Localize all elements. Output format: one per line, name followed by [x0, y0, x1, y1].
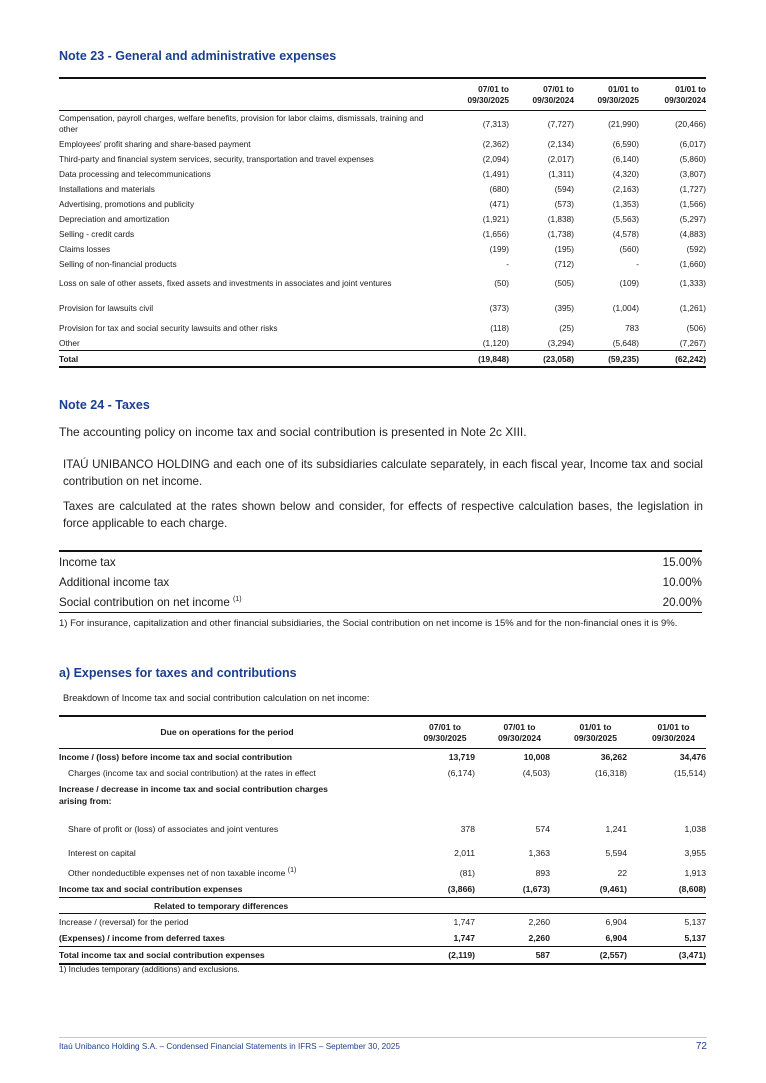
col-header: 07/01 to 09/30/2024 — [532, 83, 574, 105]
row-label: Third-party and financial system services, security, transportation and travel expenses — [59, 153, 374, 164]
col-header: 01/01 to 09/30/2025 — [573, 721, 617, 743]
col-header: 01/01 to 09/30/2024 — [664, 83, 706, 105]
row-value: (195) — [554, 243, 574, 254]
row-value: - — [506, 258, 509, 269]
row-value: (592) — [686, 243, 706, 254]
row-value: (395) — [554, 302, 574, 313]
row-value: (6,140) — [612, 153, 639, 164]
row-value: (199) — [489, 243, 509, 254]
row-label: Selling of non-financial products — [59, 258, 177, 269]
table-row — [59, 241, 706, 256]
note23-header-row — [59, 78, 706, 111]
header-description: Due on operations for the period — [160, 727, 294, 737]
footer-divider — [59, 1037, 707, 1038]
col-header: 01/01 to 09/30/2024 — [651, 721, 695, 743]
table-row — [59, 151, 706, 166]
row-value: (1,727) — [679, 183, 706, 194]
row-value: (1,261) — [679, 302, 706, 313]
row-value: (1,333) — [679, 278, 706, 288]
row-label: Data processing and telecommunications — [59, 168, 211, 179]
row-label: Provision for lawsuits civil — [59, 302, 154, 313]
row-value: (373) — [489, 302, 509, 313]
row-value: (6,017) — [679, 138, 706, 149]
row-value: (5,563) — [612, 213, 639, 224]
row-value: (573) — [554, 198, 574, 209]
row-value: (1,566) — [679, 198, 706, 209]
row-label: Claims losses — [59, 243, 111, 254]
paragraph-subsidiaries: ITAÚ UNIBANCO HOLDING and each one of its subsidiaries calculate separately, in each fiscal year, Income tax and social contribution on net income. — [63, 458, 703, 488]
row-value: (50) — [494, 278, 509, 288]
row-value: (4,578) — [612, 228, 639, 239]
table-row: Charges (income tax and social contribution) at the rates in effect (6,174) (4,503) (16,318) (15,514) — [68, 768, 706, 778]
row-label: Depreciation and amortization — [59, 213, 170, 224]
table-row: (Expenses) / income from deferred taxes 1,747 2,260 6,904 5,137 — [59, 933, 706, 943]
row-value: (712) — [554, 258, 574, 269]
table-row — [59, 335, 706, 351]
row-value: (21,990) — [608, 118, 639, 129]
row-value: (5,860) — [679, 153, 706, 164]
total-row: Total income tax and social contribution expenses (2,119) 587 (2,557) (3,471) — [59, 947, 706, 965]
note23-title: Note 23 - General and administrative expenses — [59, 49, 337, 63]
row-value: (7,267) — [679, 337, 706, 348]
breakdown-intro: Breakdown of Income tax and social contribution calculation on net income: — [63, 693, 370, 703]
table-row — [59, 295, 706, 320]
row-value: (2,094) — [482, 153, 509, 164]
tax-footnote: 1) Includes temporary (additions) and exclusions. — [59, 964, 240, 974]
col-header: 01/01 to 09/30/2025 — [597, 83, 639, 105]
rates-footnote: 1) For insurance, capitalization and other financial subsidiaries, the Social contribution on net income is 15% and for the non-financial ones it is 9%. — [59, 618, 678, 629]
rate-row: Additional income tax 10.00% — [59, 575, 702, 589]
tax-expenses-table — [59, 715, 706, 965]
row-value: - — [636, 258, 639, 269]
table-row — [59, 271, 706, 295]
table-row — [59, 226, 706, 241]
table-row — [59, 211, 706, 226]
row-value: (7,727) — [547, 118, 574, 129]
row-value: (109) — [619, 278, 639, 288]
table-row: Other nondeductible expenses net of non taxable income $^{(1)}$ (81) 893 22 1,913 — [68, 867, 706, 878]
row-label: Compensation, payroll charges, welfare benefits, provision for labor claims, dismissals, training and other — [59, 112, 424, 134]
rate-row: Social contribution on net income $^{(1)}$ 20.00% — [59, 592, 702, 613]
paragraph-rates: Taxes are calculated at the rates shown below and consider, for effects of respective calculation bases, the legislation in force applicable to each charge. — [63, 500, 703, 530]
table-row: Increase / (reversal) for the period 1,747 2,260 6,904 5,137 — [59, 917, 706, 927]
row-value: (471) — [489, 198, 509, 209]
row-value: (560) — [619, 243, 639, 254]
col-header: 07/01 to 09/30/2025 — [423, 721, 467, 743]
note24-title: Note 24 - Taxes — [59, 398, 150, 412]
page-number: 72 — [695, 1041, 707, 1052]
footnote-marker: (1) — [287, 867, 297, 875]
row-value: (1,838) — [547, 213, 574, 224]
row-value: (4,883) — [679, 228, 706, 239]
note24a-title: a) Expenses for taxes and contributions — [59, 666, 297, 680]
row-value: (594) — [554, 183, 574, 194]
table-row — [59, 181, 706, 196]
table-row: Share of profit or (loss) of associates and joint ventures 378 574 1,241 1,038 — [68, 824, 706, 834]
row-value: (506) — [686, 322, 706, 333]
total-row — [59, 351, 706, 368]
row-value: (1,004) — [612, 302, 639, 313]
section-header-row: Increase / decrease in income tax and social contribution charges arising from: — [59, 784, 328, 806]
accounting-policy-text: The accounting policy on income tax and social contribution is presented in Note 2c XIII. — [59, 425, 527, 439]
footer-text: Itaú Unibanco Holding S.A. – Condensed Financial Statements in IFRS – September 30, 2025 — [59, 1042, 400, 1051]
row-label: Other — [59, 337, 80, 348]
row-label: Loss on sale of other assets, fixed assets and investments in associates and joint ventures — [59, 278, 392, 288]
row-value: (7,313) — [482, 118, 509, 129]
row-value: (2,134) — [547, 138, 574, 149]
row-value: (4,320) — [612, 168, 639, 179]
table-row — [59, 136, 706, 151]
row-value: (5,648) — [612, 337, 639, 348]
row-value: 783 — [625, 322, 639, 333]
col-header: 07/01 to 09/30/2025 — [467, 83, 509, 105]
rate-row: Income tax 15.00% — [59, 551, 702, 572]
tax-rates-table — [59, 550, 702, 613]
row-value: (2,017) — [547, 153, 574, 164]
row-value: (3,807) — [679, 168, 706, 179]
table-row — [59, 256, 706, 271]
table-row — [59, 320, 706, 335]
row-value: (3,294) — [547, 337, 574, 348]
row-value: (118) — [490, 322, 509, 333]
row-value: (505) — [554, 278, 574, 288]
row-value: (1,656) — [482, 228, 509, 239]
row-label: Provision for tax and social security lawsuits and other risks — [59, 322, 278, 333]
row-value: (1,120) — [482, 337, 509, 348]
row-value: (1,311) — [548, 168, 574, 179]
table-row: Income tax and social contribution expenses (3,866) (1,673) (9,461) (8,608) — [59, 884, 706, 894]
section-header-row: Related to temporary differences — [59, 898, 706, 914]
row-value: (25) — [559, 322, 574, 333]
row-value: (59,235) — [574, 351, 639, 368]
row-value: (20,466) — [675, 118, 706, 129]
row-value: (1,738) — [547, 228, 574, 239]
row-label: Installations and materials — [59, 183, 155, 194]
table-row — [59, 166, 706, 181]
table-row: Income / (loss) before income tax and social contribution 13,719 10,008 36,262 34,476 — [59, 752, 706, 762]
tax-header-row — [59, 716, 706, 749]
table-row — [59, 196, 706, 211]
row-label: Employees' profit sharing and share-based payment — [59, 138, 251, 149]
row-value: (1,353) — [612, 198, 639, 209]
row-value: (2,163) — [612, 183, 639, 194]
footnote-marker: (1) — [233, 595, 242, 603]
row-value: (1,660) — [679, 258, 706, 269]
table-row — [59, 111, 706, 137]
row-label: Total — [59, 351, 449, 368]
row-label: Selling - credit cards — [59, 228, 135, 239]
row-value: (2,362) — [482, 138, 509, 149]
note23-table — [59, 77, 706, 368]
row-value: (62,242) — [639, 351, 706, 368]
row-value: (680) — [489, 183, 509, 194]
row-label: Advertising, promotions and publicity — [59, 198, 195, 209]
row-value: (1,921) — [482, 213, 509, 224]
row-value: (19,848) — [449, 351, 509, 368]
table-row: Interest on capital 2,011 1,363 5,594 3,955 — [68, 848, 706, 858]
row-value: (5,297) — [679, 213, 706, 224]
row-value: (1,491) — [482, 168, 509, 179]
col-header: 07/01 to 09/30/2024 — [497, 721, 541, 743]
row-value: (6,590) — [612, 138, 639, 149]
row-value: (23,058) — [509, 351, 574, 368]
